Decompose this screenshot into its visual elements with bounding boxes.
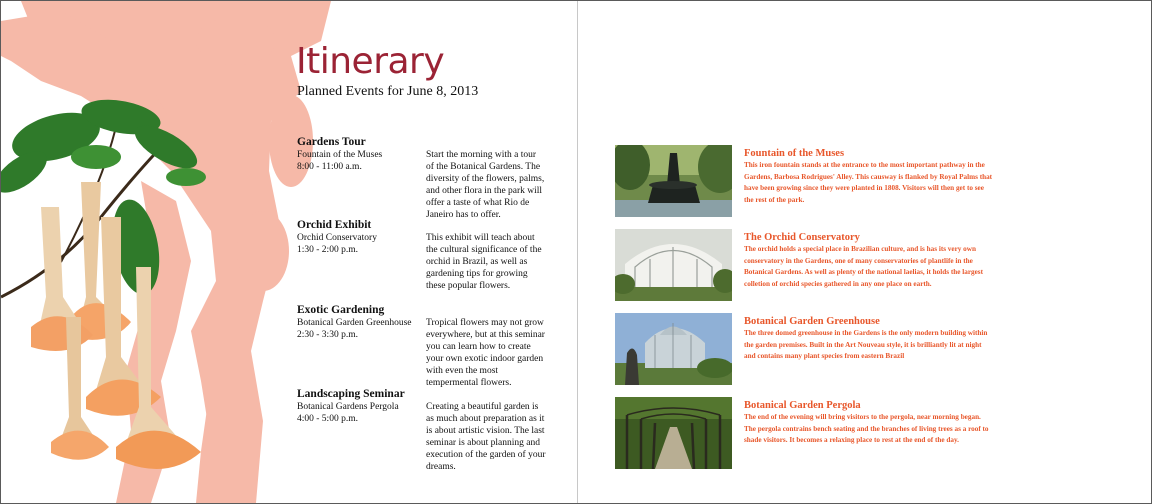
location-botanical-garden-greenhouse (744, 315, 994, 363)
location-title: Botanical Garden Greenhouse (744, 316, 880, 327)
location-title: The Orchid Conservatory (744, 232, 860, 243)
event-time: 4:00 - 5:00 p.m. (297, 414, 358, 424)
angels-trumpet-flower-illustration (1, 97, 241, 497)
event-location: Botanical Garden Greenhouse (297, 318, 412, 328)
event-name: Exotic Gardening (297, 304, 385, 316)
location-text: The orchid holds a special place in Brazilian culture, and is has its very own conservatory in the Gardens, one of many conservatories of plantlife in the Botanical Gardens. As well as plenty of the national laelias, it holds the largest colletion of orchid species gathered in any one place on earth. (744, 245, 983, 288)
event-location: Botanical Gardens Pergola (297, 402, 399, 412)
pergola-photo (615, 397, 732, 469)
location-text: This iron fountain stands at the entrance to the most important pathway in the Gardens, Barbosa Rodrigues' Alley. This causway is flanked by Royal Palms that have been growing since they were planted in 1808. Visitors will then get to see the rest of the park. (744, 161, 993, 204)
greenhouse-photo (615, 313, 732, 385)
event-time: 2:30 - 3:30 p.m. (297, 330, 358, 340)
event-name: Gardens Tour (297, 136, 366, 148)
location-botanical-garden-pergola (744, 399, 994, 447)
location-title: Fountain of the Muses (744, 148, 845, 159)
page-spine-divider (577, 1, 578, 503)
event-time: 1:30 - 2:00 p.m. (297, 245, 358, 255)
event-name: Landscaping Seminar (297, 388, 405, 400)
event-name: Orchid Exhibit (297, 219, 372, 231)
event-description: Tropical flowers may not grow everywhere, but at this seminar you can learn how to create your own exotic indoor garden with even the most tempermental flowers. (426, 318, 545, 388)
location-text: The end of the evening will bring visitors to the pergola, near morning began. The pergola contrains bench seating and the branches of living trees as a roof to shade visitors. It becomes a relaxing place to rest at the end of the day. (744, 413, 989, 444)
fountain-photo (615, 145, 732, 217)
event-description: This exhibit will teach about the cultural significance of the orchid in Brazil, as well as gardening tips for growing these popular flowers. (426, 233, 542, 291)
page-title: Itinerary (296, 41, 445, 82)
event-exotic-gardening (297, 303, 422, 341)
event-location: Fountain of the Muses (297, 150, 383, 160)
event-gardens-tour (297, 135, 422, 173)
event-landscaping-seminar (297, 387, 422, 425)
location-orchid-conservatory (744, 231, 994, 290)
event-description: Creating a beautiful garden is as much about preparation as it is about artistic vision. The last seminar is about planning and execution of the garden of your dreams. (426, 402, 546, 472)
location-text: The three domed greenhouse in the Gardens is the only modern building within the garden premises. Built in the Art Nouveau style, it is brilliantly lit at night and contains many plant species from eastern Brazil (744, 329, 988, 360)
page-subtitle: Planned Events for June 8, 2013 (297, 84, 479, 99)
event-time: 8:00 - 11:00 a.m. (297, 162, 362, 172)
orchid-conservatory-photo (615, 229, 732, 301)
location-title: Botanical Garden Pergola (744, 400, 861, 411)
location-fountain-of-the-muses (744, 147, 994, 206)
event-location: Orchid Conservatory (297, 233, 377, 243)
event-orchid-exhibit (297, 218, 422, 256)
event-description: Start the morning with a tour of the Botanical Gardens. The diversity of the flowers, palms, and other flora in the park will offer a taste of what Rio de Janeiro has to offer. (426, 150, 545, 220)
